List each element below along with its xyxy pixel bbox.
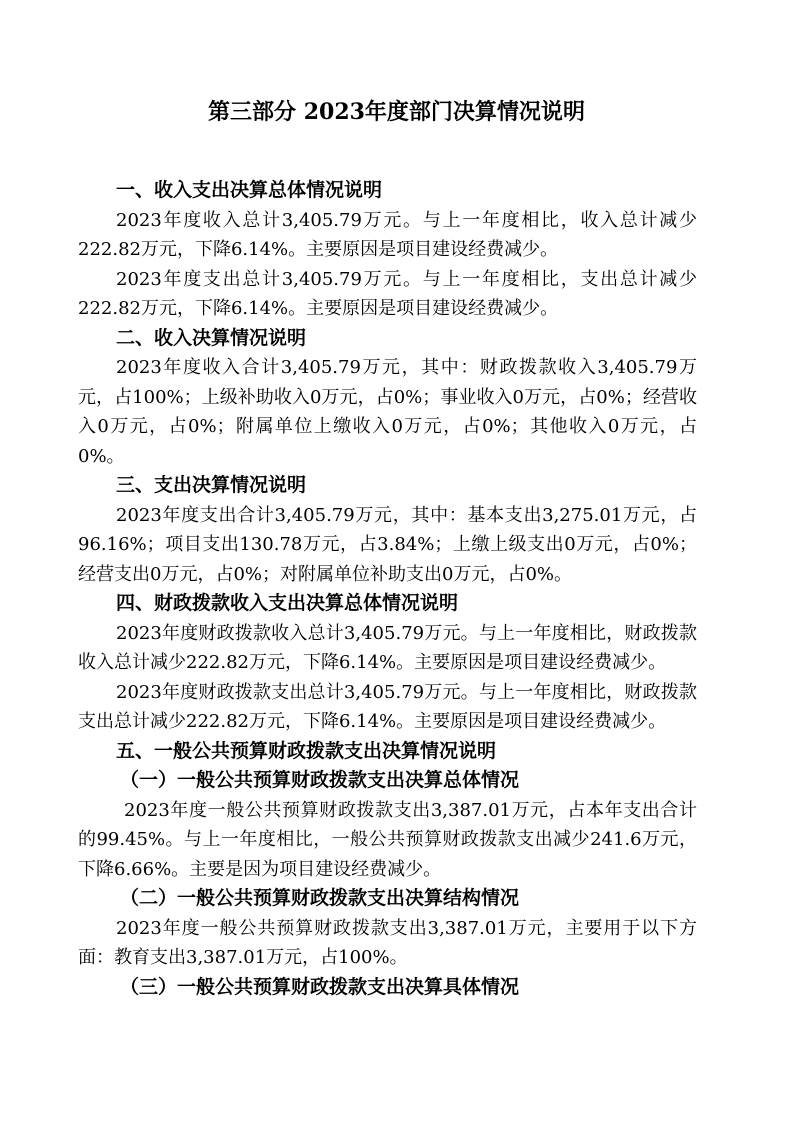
page-title: 第三部分 2023年度部门决算情况说明	[208, 99, 585, 125]
section-general-public-budget	[78, 737, 697, 1003]
paragraph: 2023年度支出总计3,405.79万元。与上一年度相比，支出总计减少222.82万元，下降6.14%。主要原因是项目建设经费减少。	[78, 268, 697, 319]
section-heading: 一、收入支出决算总体情况说明	[116, 179, 383, 201]
subsection-heading: （二）一般公共预算财政拨款支出决算结构情况	[120, 887, 520, 909]
subsection-heading: （一）一般公共预算财政拨款支出决算总体情况	[120, 769, 520, 791]
paragraph: 2023年度财政拨款支出总计3,405.79万元。与上一年度相比，财政拨款支出总计减少222.82万元，下降6.14%。主要原因是项目建设经费减少。	[78, 681, 697, 732]
section-heading: 二、收入决算情况说明	[116, 326, 307, 349]
paragraph: 2023年度支出合计3,405.79万元，其中：基本支出3,275.01万元，占96.16%；项目支出130.78万元，占3.84%；上缴上级支出0万元，占0%；经营支出0万元，占0%；对附属单位补助支出0万元，占0%。	[78, 504, 697, 585]
paragraph: 2023年度财政拨款收入总计3,405.79万元。与上一年度相比，财政拨款收入总计减少222.82万元，下降6.14%。主要原因是项目建设经费减少。	[78, 622, 697, 673]
paragraph: 2023年度一般公共预算财政拨款支出3,387.01万元，占本年支出合计的99.45%。与上一年度相比，一般公共预算财政拨款支出减少241.6万元，下降6.66%。主要是因为项目建设经费减少。	[78, 799, 697, 880]
section-income	[78, 324, 697, 472]
section-heading: 四、财政拨款收入支出决算总体情况说明	[116, 592, 459, 614]
subsection-heading: （三）一般公共预算财政拨款支出决算具体情况	[120, 975, 520, 998]
section-fiscal-appropriation-overview	[78, 589, 697, 737]
paragraph: 2023年度一般公共预算财政拨款支出3,387.01万元，主要用于以下方面：教育支出3,387.01万元，占100%。	[78, 917, 697, 968]
paragraph: 2023年度收入总计3,405.79万元。与上一年度相比，收入总计减少222.82万元，下降6.14%。主要原因是项目建设经费减少。	[78, 209, 697, 260]
section-expenditure	[78, 471, 697, 589]
section-heading: 五、一般公共预算财政拨款支出决算情况说明	[116, 739, 497, 762]
paragraph: 2023年度收入合计3,405.79万元，其中：财政拨款收入3,405.79万元，占100%；上级补助收入0万元，占0%；事业收入0万元，占0%；经营收入0万元，占0%；附属单位上缴收入0万元，占0%；其他收入0万元，占0%。	[78, 357, 697, 467]
section-heading: 三、支出决算情况说明	[116, 474, 307, 496]
section-income-expenditure-overview	[78, 176, 697, 324]
